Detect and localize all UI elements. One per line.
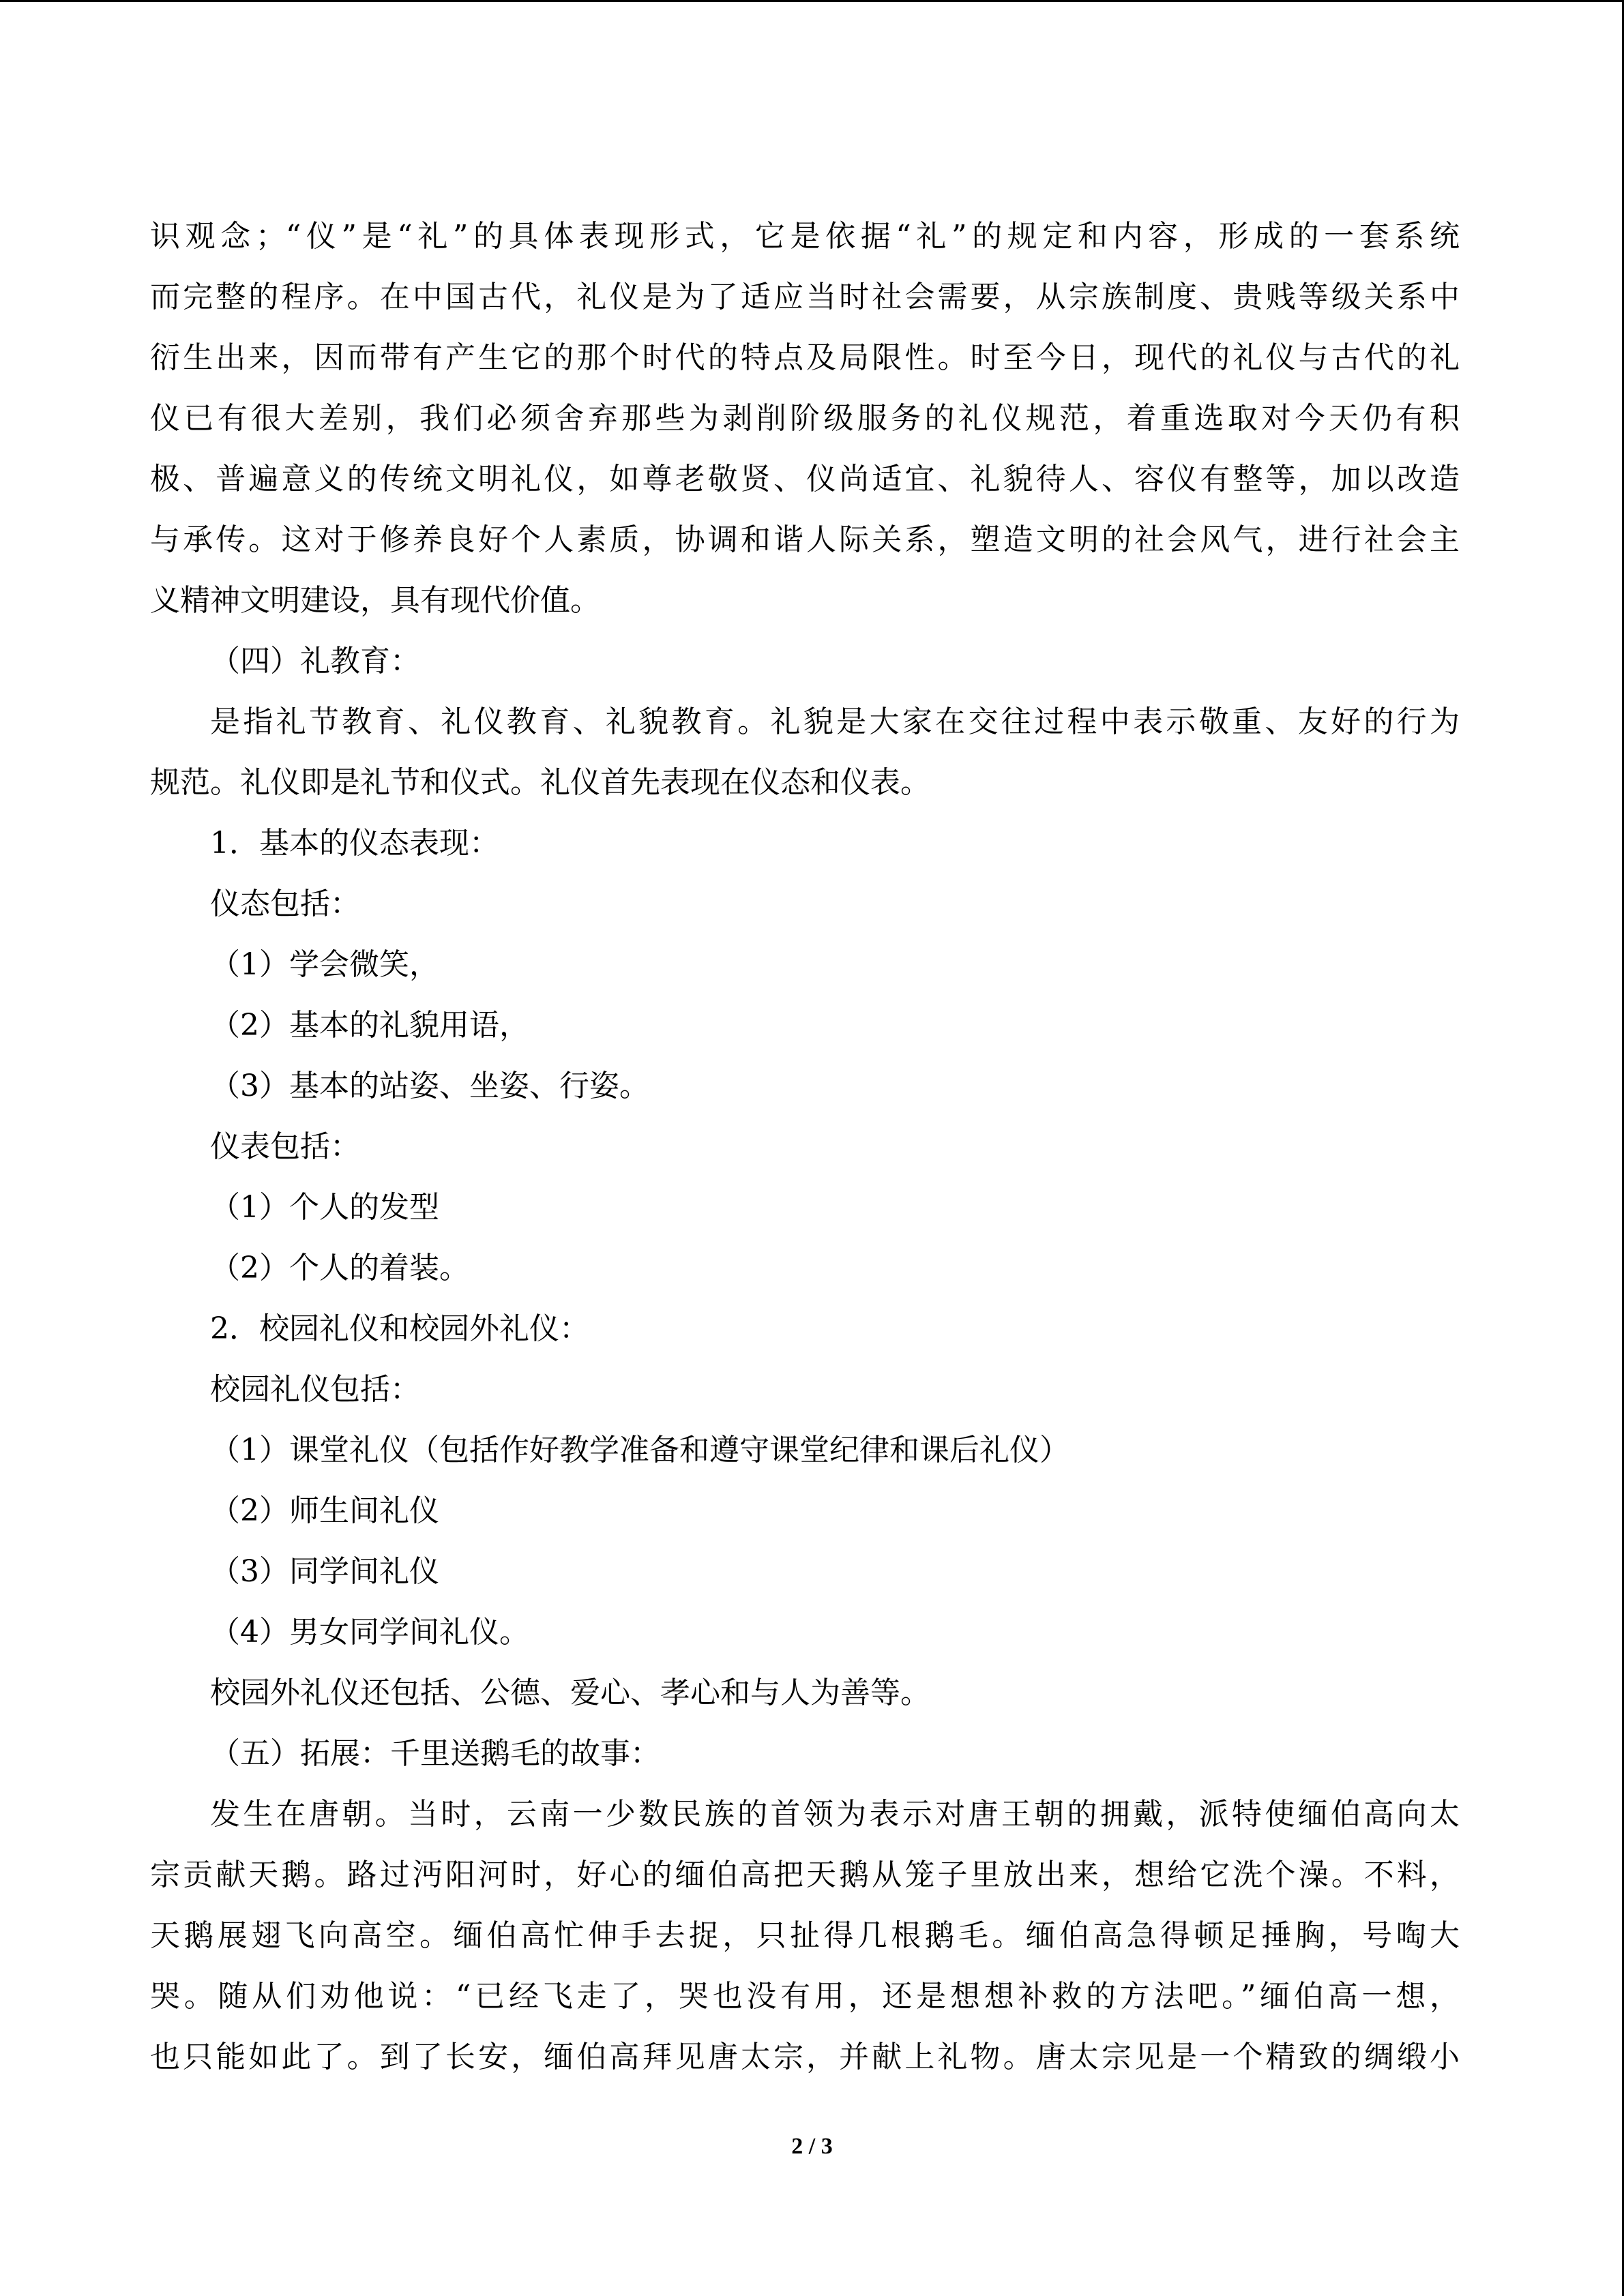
text-line: 哭。随从们劝他说：“已经飞走了，哭也没有用，还是想想补救的方法吧。”缅伯高一想， [150,1979,1460,2014]
text-line: （2）个人的着装。 [210,1251,469,1285]
text-line: 2．校园礼仪和校园外礼仪： [210,1311,589,1346]
text-line: 发生在唐朝。当时，云南一少数民族的首领为表示对唐王朝的拥戴，派特使缅伯高向太 [210,1797,1460,1832]
text-line: 仪已有很大差别，我们必须舍弃那些为剥削阶级服务的礼仪规范，着重选取对今天仍有积 [150,401,1460,436]
page-number: 2 / 3 [791,2134,833,2159]
text-line: 天鹅展翅飞向高空。缅伯高忙伸手去捉，只扯得几根鹅毛。缅伯高急得顿足捶胸，号啕大 [150,1918,1460,1953]
text-line: （2）基本的礼貌用语， [210,1008,529,1043]
page-top-border [0,0,1624,2]
text-line: 校园外礼仪还包括、公德、爱心、孝心和与人为善等。 [210,1675,930,1710]
text-line: 衍生出来，因而带有产生它的那个时代的特点及局限性。时至今日，现代的礼仪与古代的礼 [150,340,1460,375]
text-line: （1）个人的发型 [210,1190,439,1225]
text-line: 仪态包括： [210,886,360,921]
text-line: 也只能如此了。到了长安，缅伯高拜见唐太宗，并献上礼物。唐太宗见是一个精致的绸缎小 [150,2040,1460,2074]
text-line: 1．基本的仪态表现： [210,826,499,861]
document-body [150,206,1460,2087]
text-line: （3）同学间礼仪 [210,1554,439,1589]
text-line: （2）师生间礼仪 [210,1493,439,1528]
text-line: 识观念；“仪”是“礼”的具体表现形式，它是依据“礼”的规定和内容，形成的一套系统 [150,219,1460,254]
text-line: 而完整的程序。在中国古代，礼仪是为了适应当时社会需要，从宗族制度、贵贱等级关系中 [150,280,1460,314]
text-line: （1）课堂礼仪（包括作好教学准备和遵守课堂纪律和课后礼仪） [210,1433,1069,1467]
text-line: （3）基本的站姿、坐姿、行姿。 [210,1069,649,1103]
text-line: （1）学会微笑， [210,947,439,982]
text-line: 校园礼仪包括： [210,1372,420,1407]
text-line: 与承传。这对于修养良好个人素质，协调和谐人际关系，塑造文明的社会风气，进行社会主 [150,522,1460,557]
text-line: 极、普遍意义的传统文明礼仪，如尊老敬贤、仪尚适宜、礼貌待人、容仪有整等，加以改造 [150,462,1460,496]
text-line: 是指礼节教育、礼仪教育、礼貌教育。礼貌是大家在交往过程中表示敬重、友好的行为 [210,704,1460,739]
text-line: （4）男女同学间礼仪。 [210,1615,529,1650]
text-line: （四）礼教育： [210,644,420,679]
text-line: 义精神文明建设，具有现代价值。 [150,583,600,618]
text-line: （五）拓展：千里送鹅毛的故事： [210,1736,660,1771]
text-line: 宗贡献天鹅。路过沔阳河时，好心的缅伯高把天鹅从笼子里放出来，想给它洗个澡。不料， [150,1858,1460,1892]
text-line: 规范。礼仪即是礼节和仪式。礼仪首先表现在仪态和仪表。 [150,765,930,800]
text-line: 仪表包括： [210,1129,360,1164]
